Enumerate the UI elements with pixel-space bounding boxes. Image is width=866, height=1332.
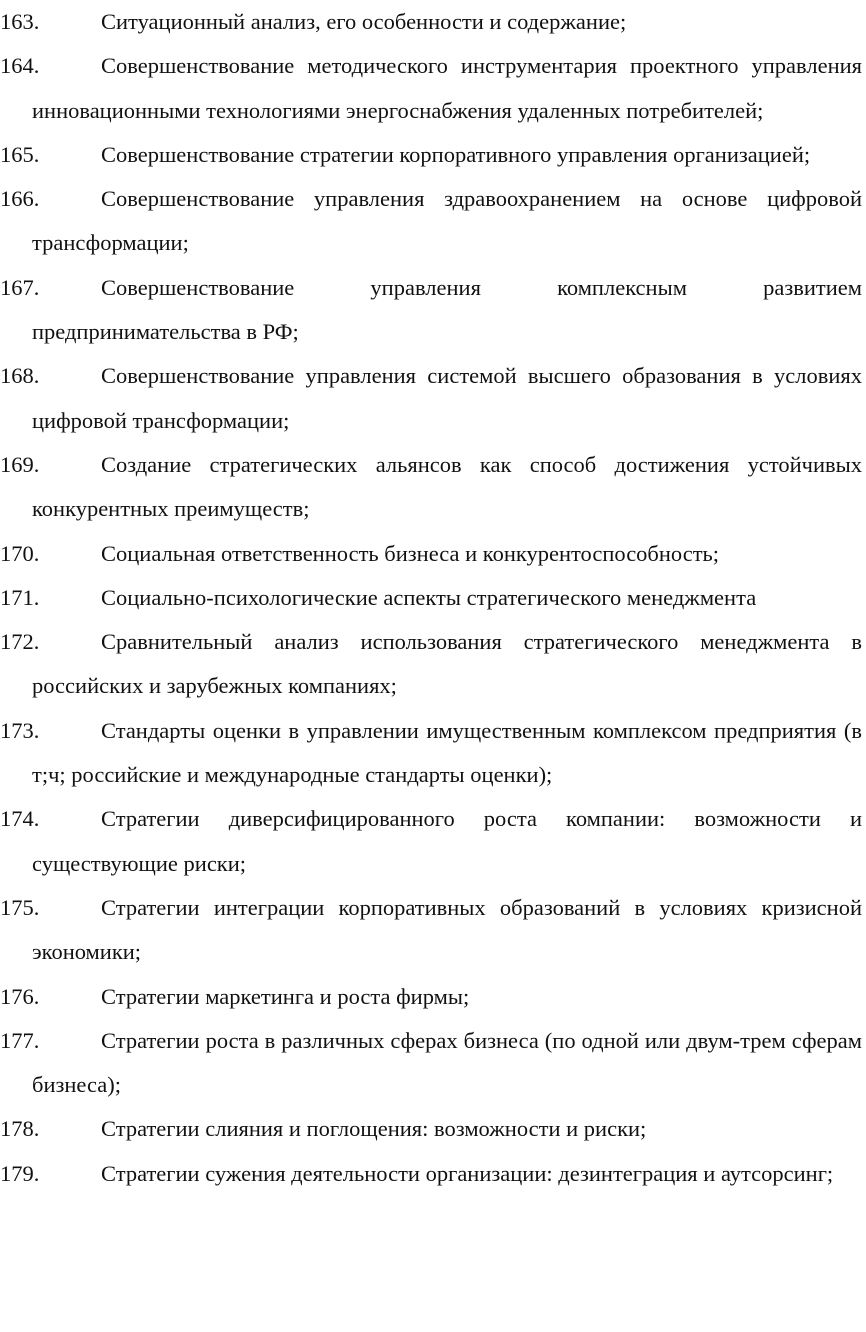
item-number: 163. xyxy=(0,9,40,34)
item-text: Социально-психологические аспекты стратегического менеджмента xyxy=(101,584,757,610)
item-number: 168. xyxy=(0,363,40,389)
item-text: Стратегии сужения деятельности организации: дезинтеграция и аутсорсинг; xyxy=(101,1160,834,1186)
item-number: 174. xyxy=(0,806,40,832)
item-text: Стратегии роста в различных сферах бизнеса (по одной или двум-трем сферам бизнеса); xyxy=(32,1027,862,1098)
list-item xyxy=(0,266,866,355)
item-text: Совершенствование управления здравоохранением на основе цифровой трансформации; xyxy=(32,186,862,256)
item-text: Совершенствование управления комплексным развитием предпринимательства в РФ; xyxy=(32,274,862,345)
list-item xyxy=(0,576,866,620)
item-text: Социальная ответственность бизнеса и конкурентоспособность; xyxy=(101,540,720,566)
item-text: Стандарты оценки в управлении имущественным комплексом предприятия (в т;ч; российские и международные стандарты оценки); xyxy=(32,717,862,788)
list-item xyxy=(0,133,866,177)
item-number: 169. xyxy=(0,451,40,477)
item-number: 171. xyxy=(0,584,40,610)
item-number: 172. xyxy=(0,629,40,655)
list-item xyxy=(0,443,866,532)
list-item xyxy=(0,532,866,576)
item-number: 173. xyxy=(0,717,40,743)
item-text: Стратегии слияния и поглощения: возможности и риски; xyxy=(101,1116,647,1142)
item-text: Стратегии маркетинга и роста фирмы; xyxy=(101,983,470,1009)
item-number: 177. xyxy=(0,1027,40,1053)
item-text: Стратегии интеграции корпоративных образований в условиях кризисной экономики; xyxy=(32,894,862,965)
item-number: 164. xyxy=(0,53,40,79)
list-item xyxy=(0,886,866,975)
list-item xyxy=(0,1019,866,1108)
list-item xyxy=(0,177,866,266)
item-text: Ситуационный анализ, его особенности и содержание; xyxy=(101,9,627,34)
item-text: Совершенствование стратегии корпоративного управления организацией; xyxy=(101,141,811,167)
list-item xyxy=(0,620,866,709)
item-text: Совершенствование управления системой высшего образования в условиях цифровой трансформации; xyxy=(32,363,862,433)
item-text: Стратегии диверсифицированного роста компании: возможности и существующие риски; xyxy=(32,806,862,876)
list-item xyxy=(0,44,866,133)
list-item xyxy=(0,975,866,1019)
list-item xyxy=(0,1107,866,1151)
item-number: 176. xyxy=(0,983,40,1009)
item-number: 166. xyxy=(0,186,40,212)
item-text: Сравнительный анализ использования стратегического менеджмента в российских и зарубежных компаниях; xyxy=(32,629,862,699)
item-text: Совершенствование методического инструментария проектного управления инновационными технологиями энергоснабжения удаленных потребителей; xyxy=(32,53,862,123)
list-item xyxy=(0,0,866,44)
list-item xyxy=(0,354,866,443)
item-text: Создание стратегических альянсов как способ достижения устойчивых конкурентных преимуществ; xyxy=(32,451,862,522)
list-item xyxy=(0,797,866,886)
list-item xyxy=(0,1152,866,1196)
item-number: 175. xyxy=(0,894,40,920)
item-number: 167. xyxy=(0,274,40,300)
list-item xyxy=(0,709,866,798)
item-number: 170. xyxy=(0,540,40,566)
item-number: 165. xyxy=(0,141,40,167)
item-number: 178. xyxy=(0,1116,40,1142)
item-number: 179. xyxy=(0,1160,40,1186)
